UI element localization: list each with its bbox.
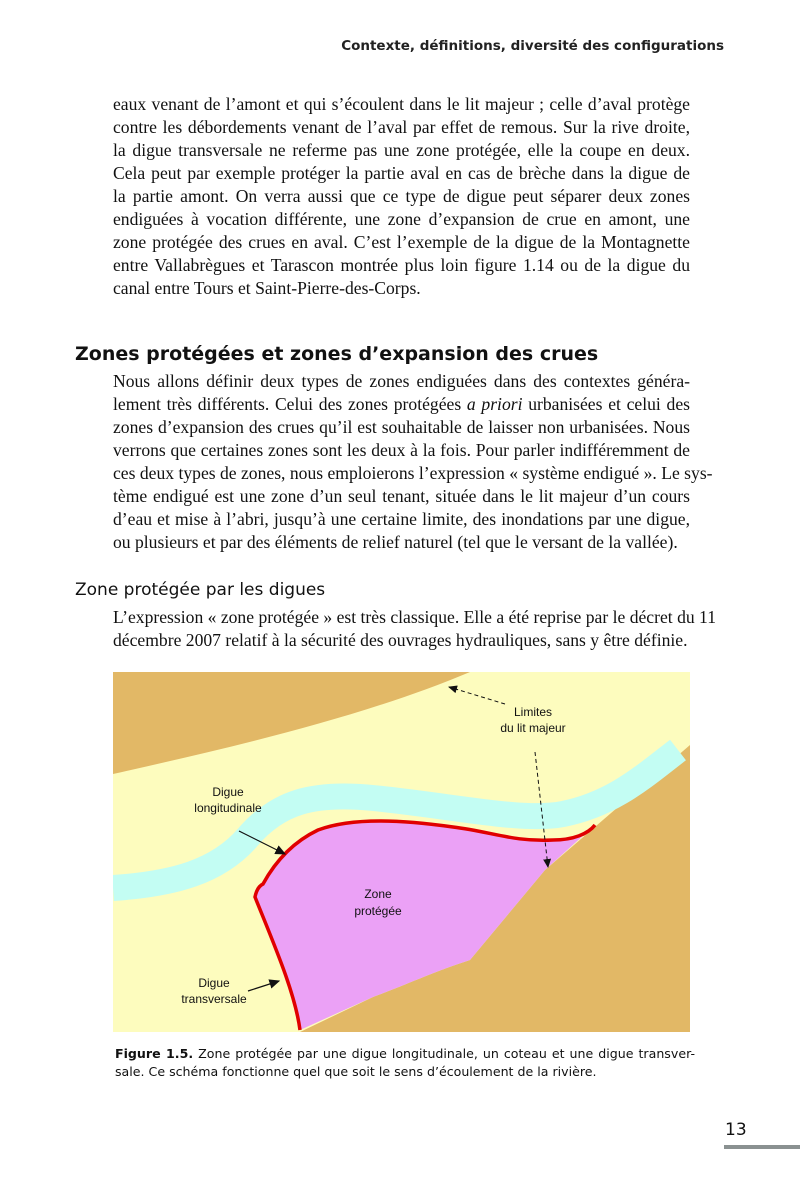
caption-text-1: Zone protégée par une digue longitudinale, un coteau et une digue transver-	[193, 1046, 695, 1061]
text-segment: urbanisées et celui des	[522, 394, 690, 414]
text-line: Cela peut par exemple protéger la partie aval en cas de brèche dans la digue de	[113, 163, 690, 183]
text-line: entre Vallabrègues et Tarascon montrée plus loin figure 1.14 ou de la digue du	[113, 255, 690, 275]
text-line: la digue transversale ne referme pas une zone protégée, elle la coupe en deux.	[113, 140, 690, 160]
label-limites: Limites	[513, 705, 553, 719]
text-line	[113, 393, 690, 416]
text-line: contre les débordements venant de l’aval par effet de remous. Sur la rive droite,	[113, 117, 690, 137]
text-line: endiguées à vocation différente, une zone d’expansion de crue en amont, une	[113, 209, 690, 229]
italic-text: a priori	[466, 394, 523, 414]
text-line: Nous allons définir deux types de zones endiguées dans des contextes généra-	[113, 371, 690, 391]
text-line: zone protégée des crues en aval. C’est l’exemple de la digue de la Montagnette	[113, 232, 690, 252]
text-line: eaux venant de l’amont et qui s’écoulent dans le lit majeur ; celle d’aval protège	[113, 94, 690, 114]
label-digue-long-2: longitudinale	[194, 801, 262, 815]
text-segment: lement très différents. Celui des zones protégées	[113, 394, 467, 414]
text-line: zones d’expansion des crues qu’il est souhaitable de laisser non urbanisées. Nous	[113, 417, 690, 437]
paragraph-3	[113, 606, 716, 652]
text-line: d’eau et mise à l’abri, jusqu’à une certaine limite, des inondations par une digue,	[113, 509, 690, 529]
running-header: Contexte, définitions, diversité des configurations	[341, 38, 724, 54]
paragraph-1	[113, 93, 690, 300]
label-zone-1: Zone	[364, 887, 392, 901]
page-number: 13	[725, 1120, 747, 1140]
figure-caption	[115, 1045, 695, 1081]
label-zone-2: protégée	[354, 904, 402, 918]
text-line: ou plusieurs et par des éléments de relief naturel (tel que le versant de la vallée).	[113, 532, 678, 552]
text-line: verrons que certaines zones sont les deux à la fois. Pour parler indifféremment de	[113, 440, 690, 460]
paragraph-2	[113, 370, 713, 554]
text-line: canal entre Tours et Saint-Pierre-des-Corps.	[113, 278, 421, 298]
label-lit-majeur: du lit majeur	[500, 721, 566, 735]
caption-text-2: sale. Ce schéma fonctionne quel que soit le sens d’écoulement de la rivière.	[115, 1064, 597, 1079]
label-digue-long-1: Digue	[212, 785, 244, 799]
label-digue-trans-2: transversale	[181, 992, 247, 1006]
text-line: ces deux types de zones, nous emploierons l’expression « système endigué ». Le sys-	[113, 463, 713, 483]
caption-label: Figure 1.5.	[115, 1046, 194, 1061]
text-line: tème endigué est une zone d’un seul tenant, située dans le lit majeur d’un cours	[113, 486, 690, 506]
text-line: L’expression « zone protégée » est très classique. Elle a été reprise par le décret du 11	[113, 607, 716, 627]
label-digue-trans-1: Digue	[198, 976, 230, 990]
section-heading: Zones protégées et zones d’expansion des crues	[75, 343, 599, 365]
figure-diagram	[113, 672, 690, 1032]
text-line: la partie amont. On verra aussi que ce type de digue peut séparer deux zones	[113, 186, 690, 206]
subsection-heading: Zone protégée par les digues	[75, 580, 326, 600]
page-number-bar	[724, 1145, 800, 1149]
text-line: décembre 2007 relatif à la sécurité des ouvrages hydrauliques, sans y être définie.	[113, 630, 688, 650]
